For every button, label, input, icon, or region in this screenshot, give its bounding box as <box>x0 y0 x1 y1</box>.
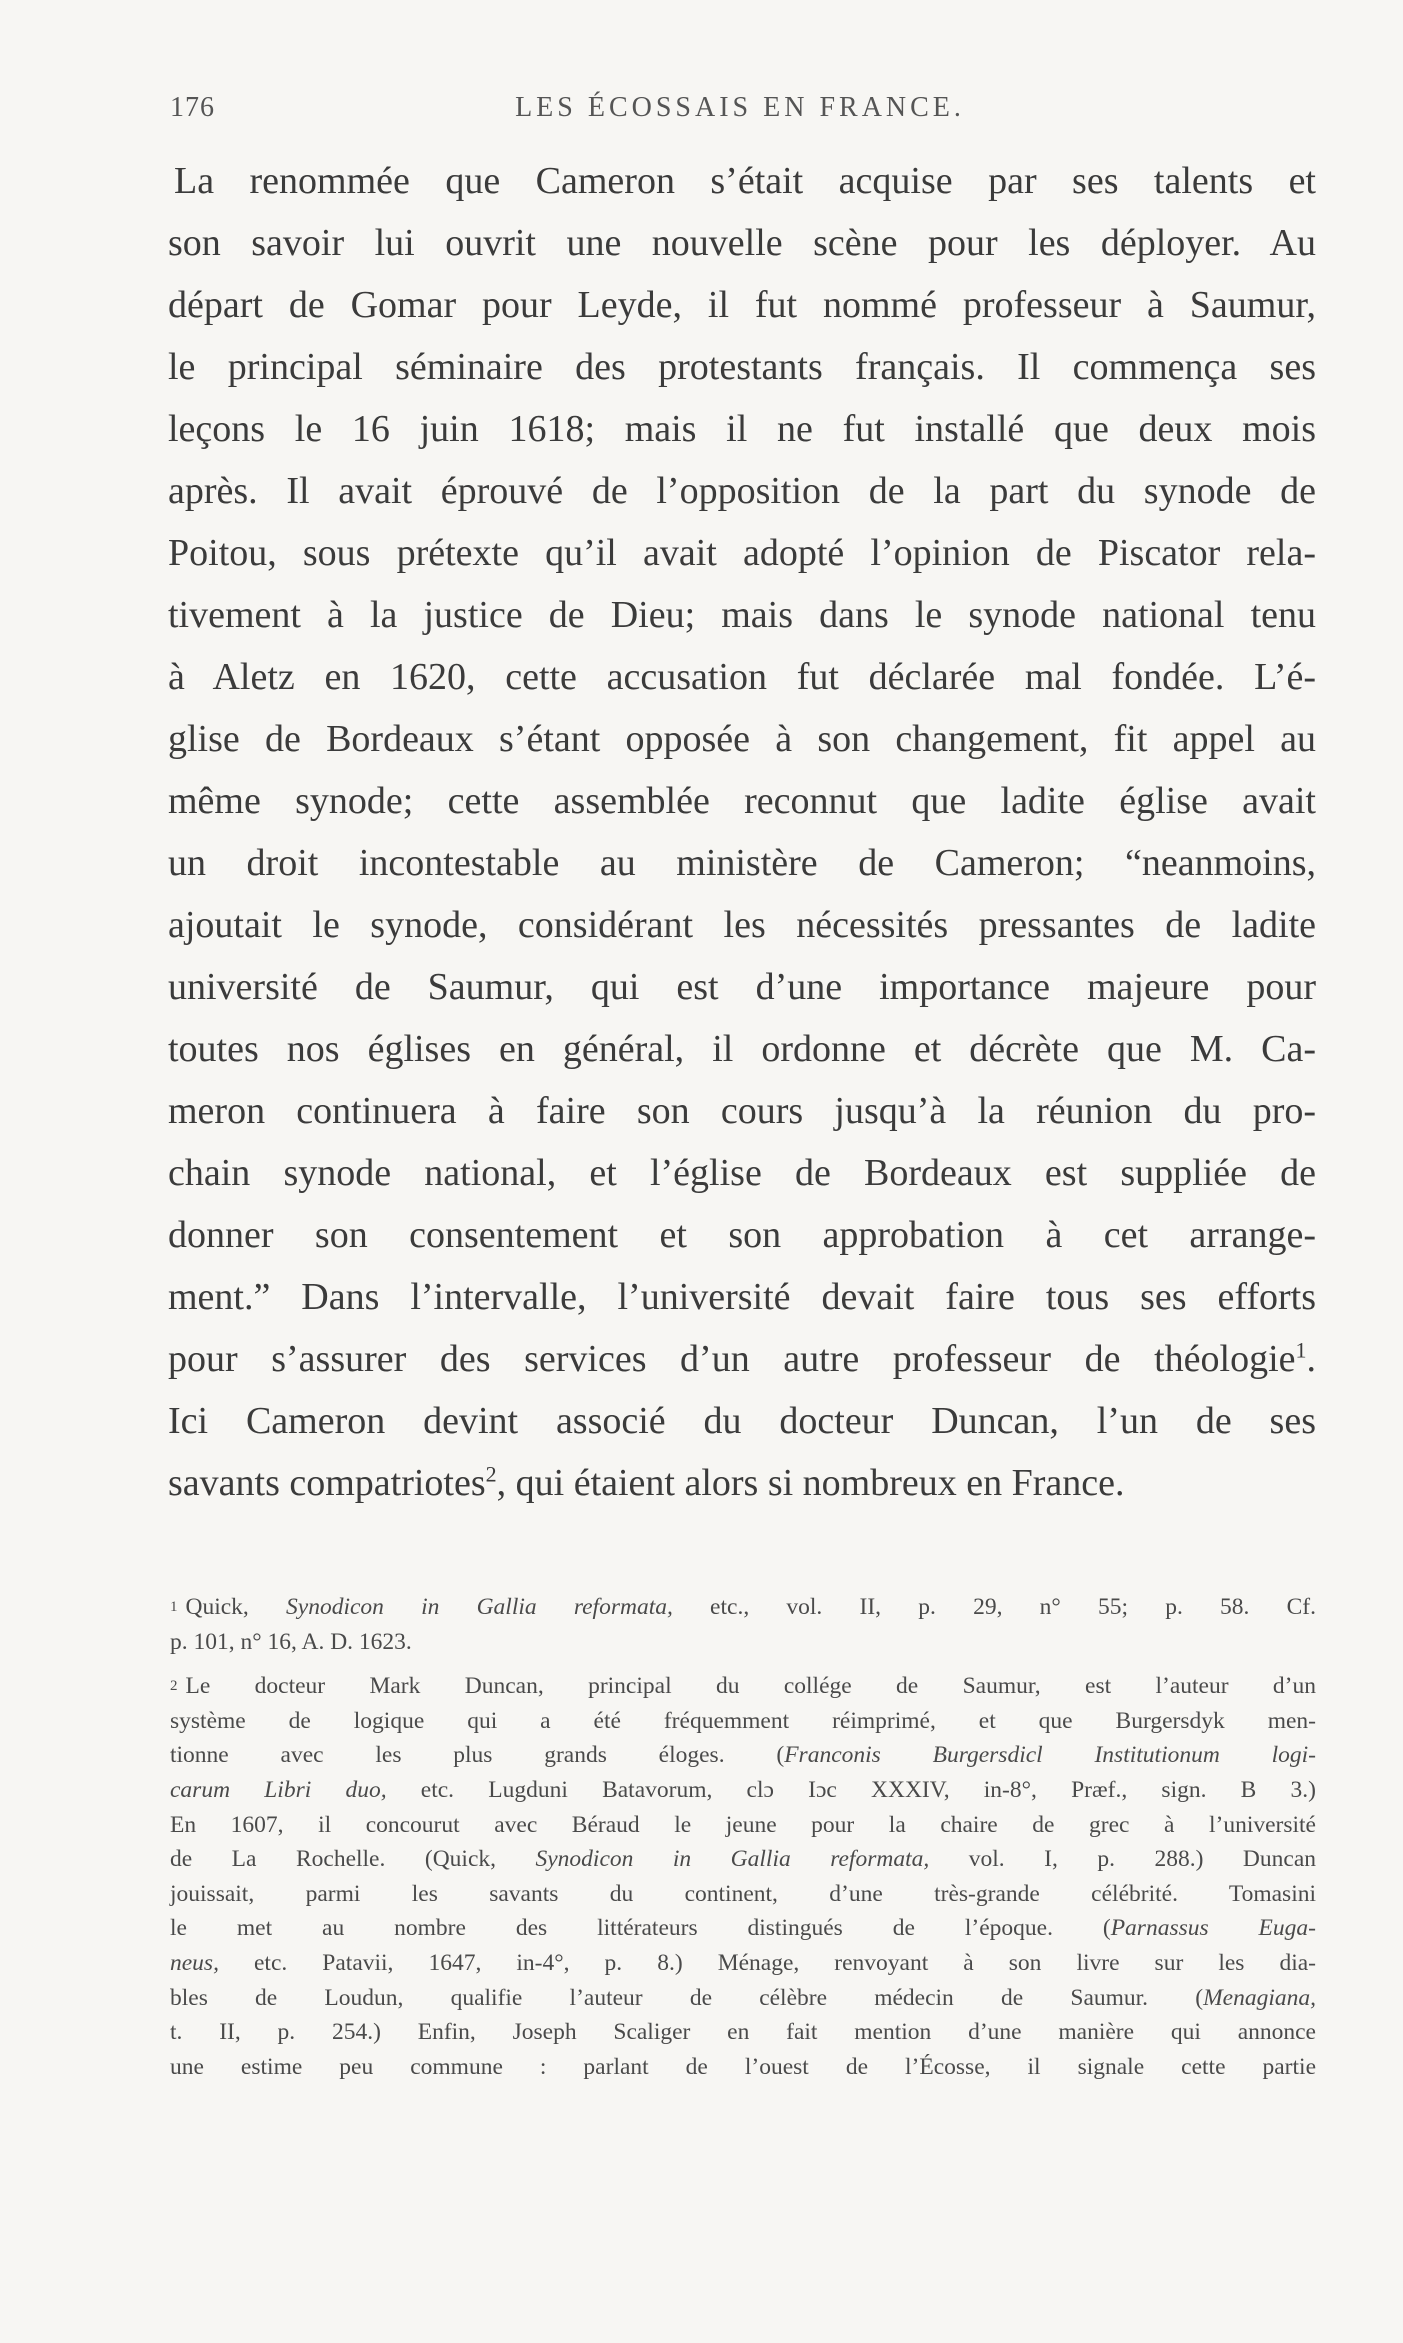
text-segment: neus, <box>170 1949 219 1976</box>
text-segment: . <box>1306 1338 1316 1380</box>
footnote-line <box>170 1842 1316 1877</box>
text-line: donner son consentement et son approbation à cet arrange- <box>168 1214 1316 1256</box>
text-line: ajoutait le synode, considérant les nécessités pressantes de ladite <box>168 904 1316 946</box>
text-line: Poitou, sous prétexte qu’il avait adopté l’opinion de Piscator rela- <box>168 532 1316 574</box>
text-segment: Synodicon in Gallia reformata, <box>286 1594 673 1620</box>
text-line: glise de Bordeaux s’étant opposée à son changement, fit appel au <box>168 718 1316 760</box>
text-line: à Aletz en 1620, cette accusation fut déclarée mal fondée. L’é- <box>168 656 1316 698</box>
text-segment: Synodicon in Gallia reformata, <box>535 1846 930 1873</box>
footnote-line: système de logique qui a été fréquemment réimprimé, et que Burgersdyk men- <box>170 1707 1316 1734</box>
text-segment: savants compatriotes <box>168 1462 486 1504</box>
text-segment: de La Rochelle. (Quick, <box>170 1846 536 1873</box>
footnote-ref: 1 <box>1295 1337 1307 1363</box>
text-line: départ de Gomar pour Leyde, il fut nommé professeur à Saumur, <box>168 284 1316 326</box>
footnote-2 <box>170 1669 1316 2084</box>
text-line: le principal séminaire des protestants français. Il commença ses <box>168 346 1316 388</box>
text-segment: etc., vol. II, p. 29, n° 55; p. 58. Cf. <box>672 1594 1317 1620</box>
text-line: Ici Cameron devint associé du docteur Duncan, l’un de ses <box>168 1400 1316 1442</box>
text-segment: le met au nombre des littérateurs distingués de l’époque. ( <box>170 1915 1111 1942</box>
text-segment: Le docteur Mark Duncan, principal du collége de Saumur, est l’auteur d’un <box>185 1673 1316 1700</box>
footnote-line <box>170 1946 1316 1981</box>
text-segment: Menagiana, <box>1203 1984 1316 2011</box>
text-segment: bles de Loudun, qualifie l’auteur de célèbre médecin de Saumur. ( <box>170 1984 1204 2011</box>
footnotes <box>170 1590 1316 2084</box>
text-line: un droit incontestable au ministère de Cameron; “neanmoins, <box>168 842 1316 884</box>
text-line: après. Il avait éprouvé de l’opposition de la part du synode de <box>168 470 1316 512</box>
text-line: université de Saumur, qui est d’une importance majeure pour <box>168 966 1316 1008</box>
running-title: LES ÉCOSSAIS EN FRANCE. <box>515 92 965 123</box>
page-header <box>170 92 1310 132</box>
footnote-line <box>170 1590 1316 1625</box>
footnote-1 <box>170 1590 1316 1659</box>
text-line: chain synode national, et l’église de Bordeaux est suppliée de <box>168 1152 1316 1194</box>
text-line: meron continuera à faire son cours jusqu’à la réunion du pro- <box>168 1090 1316 1132</box>
text-line <box>168 1328 1316 1390</box>
text-segment: tionne avec les plus grands éloges. ( <box>170 1742 785 1769</box>
text-segment: carum Libri duo, <box>170 1776 387 1803</box>
text-line <box>168 1452 1316 1514</box>
page-number: 176 <box>170 92 215 123</box>
footnote-line: p. 101, n° 16, A. D. 1623. <box>170 1628 412 1655</box>
text-line: son savoir lui ouvrit une nouvelle scène pour les déployer. Au <box>168 222 1316 264</box>
footnote-line: une estime peu commune : parlant de l’ouest de l’Écosse, il signale cette partie <box>170 2053 1316 2080</box>
text-segment: Quick, <box>185 1594 287 1620</box>
text-segment: vol. I, p. 288.) Duncan <box>929 1846 1316 1873</box>
text-line: ment.” Dans l’intervalle, l’université devait faire tous ses efforts <box>168 1276 1316 1318</box>
text-segment: etc. Lugduni Batavorum, clɔ Iɔc XXXIV, in-8°, Præf., sign. B 3.) <box>386 1776 1316 1803</box>
footnote-ref: 2 <box>485 1461 497 1487</box>
text-line: même synode; cette assemblée reconnut que ladite église avait <box>168 780 1316 822</box>
footnote-line <box>170 1738 1316 1773</box>
footnote-line: En 1607, il concourut avec Béraud le jeune pour la chaire de grec à l’université <box>170 1811 1316 1838</box>
text-segment: Parnassus Euga- <box>1110 1915 1316 1942</box>
footnote-line <box>170 1669 1316 1704</box>
text-segment: pour s’assurer des services d’un autre professeur de théologie <box>168 1338 1296 1380</box>
main-text <box>168 150 1316 1514</box>
footnote-line <box>170 1911 1316 1946</box>
text-line: toutes nos églises en général, il ordonne et décrète que M. Ca- <box>168 1028 1316 1070</box>
footnote-line <box>170 1773 1316 1808</box>
footnote-line <box>170 1981 1316 2016</box>
text-line: leçons le 16 juin 1618; mais il ne fut installé que deux mois <box>168 408 1316 450</box>
text-segment: etc. Patavii, 1647, in-4°, p. 8.) Ménage, renvoyant à son livre sur les dia- <box>218 1949 1316 1976</box>
footnote-line: t. II, p. 254.) Enfin, Joseph Scaliger en fait mention d’une manière qui annonce <box>170 2019 1316 2046</box>
text-segment: Franconis Burgersdicl Institutionum logi- <box>784 1742 1316 1769</box>
text-line: La renommée que Cameron s’était acquise par ses talents et <box>174 160 1316 202</box>
footnote-line: jouissait, parmi les savants du continent, d’une très-grande célébrité. Tomasini <box>170 1880 1316 1907</box>
text-segment: , qui étaient alors si nombreux en France. <box>496 1462 1125 1504</box>
footnote-mark: 1 <box>170 1599 178 1615</box>
text-line: tivement à la justice de Dieu; mais dans le synode national tenu <box>168 594 1316 636</box>
footnote-mark: 2 <box>170 1678 178 1695</box>
